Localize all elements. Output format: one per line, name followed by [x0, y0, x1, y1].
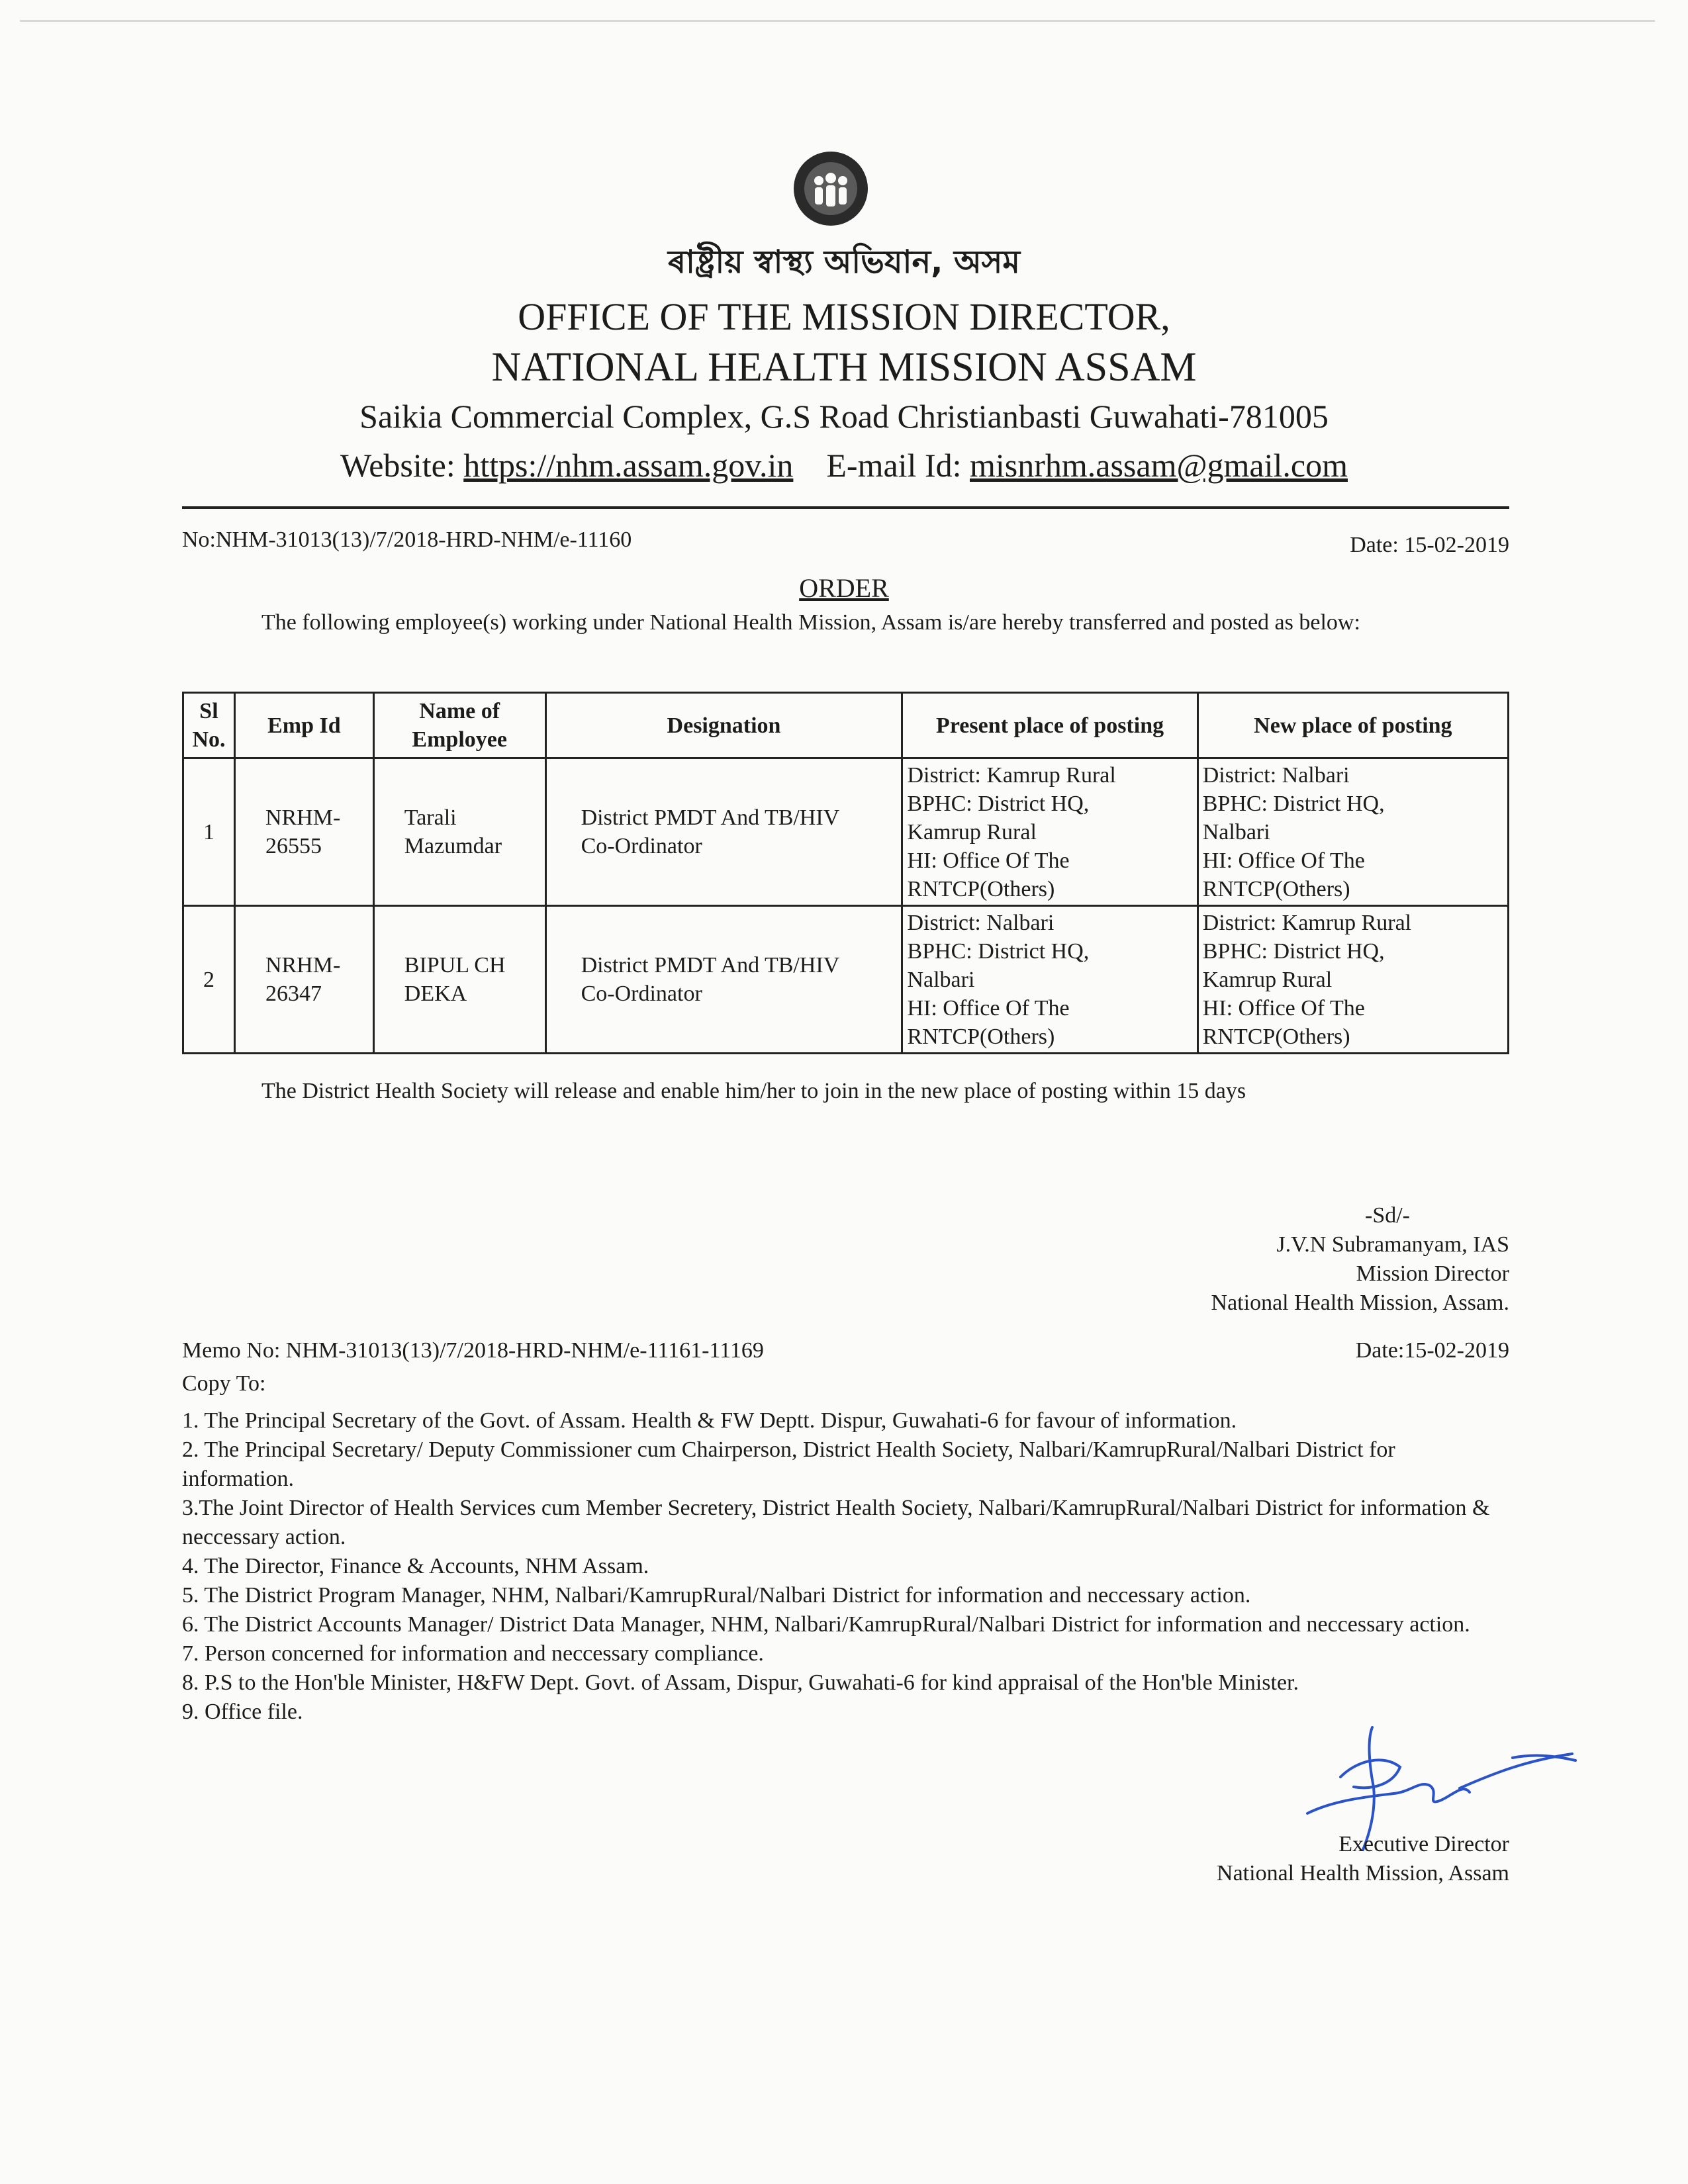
cell-emp-id: NRHM- 26555 — [234, 758, 373, 906]
transfer-table — [182, 692, 1509, 1054]
list-item: 6. The District Accounts Manager/ District Data Manager, NHM, Nalbari/KamrupRural/Nalbari District for information and neccessary action. — [182, 1612, 1470, 1637]
order-date: Date: 15-02-2019 — [1350, 533, 1509, 557]
cell-emp-id: NRHM- 26347 — [234, 906, 373, 1054]
header-org-title: NATIONAL HEALTH MISSION ASSAM — [491, 345, 1197, 390]
copy-to-label: Copy To: — [182, 1371, 266, 1396]
cell-new-posting: District: Nalbari BPHC: District HQ, Nalbari HI: Office Of The RNTCP(Others) — [1197, 758, 1508, 906]
cell-designation: District PMDT And TB/HIV Co-Ordinator — [545, 758, 902, 906]
website-label: Website: — [340, 447, 464, 484]
header-office-title: OFFICE OF THE MISSION DIRECTOR, — [518, 295, 1170, 338]
cell-new-posting: District: Kamrup Rural BPHC: District HQ, Kamrup Rural HI: Office Of The RNTCP(Others) — [1197, 906, 1508, 1054]
cell-sl: 2 — [183, 906, 235, 1054]
header-assamese-title: ৰাষ্ট্ৰীয় স্বাস্থ্য অভিযান, অসম — [668, 244, 1020, 281]
list-item: 3.The Joint Director of Health Services cum Member Secretery, District Health Society, Nalbari/KamrupRural/Nalbari District for information & neccessary action. — [182, 1496, 1490, 1549]
col-header-present-posting: Present place of posting — [902, 693, 1197, 758]
cell-present-posting: District: Kamrup Rural BPHC: District HQ, Kamrup Rural HI: Office Of The RNTCP(Others) — [902, 758, 1197, 906]
table-header-row — [183, 693, 1509, 758]
col-header-sl: Sl No. — [183, 693, 235, 758]
release-instruction: The District Health Society will release and enable him/her to join in the new place of posting within 15 days — [261, 1079, 1246, 1103]
header-contact — [0, 446, 1688, 484]
website-link[interactable]: https://nhm.assam.gov.in — [463, 447, 794, 484]
header-address: Saikia Commercial Complex, G.S Road Christianbasti Guwahati-781005 — [359, 398, 1329, 435]
copy-to-list — [182, 1406, 1509, 1727]
list-item: 5. The District Program Manager, NHM, Nalbari/KamrupRural/Nalbari District for information and neccessary action. — [182, 1583, 1251, 1608]
col-header-new-posting: New place of posting — [1197, 693, 1508, 758]
signatory-org: National Health Mission, Assam. — [1211, 1291, 1509, 1315]
signatory-title: Mission Director — [1356, 1261, 1509, 1286]
col-header-emp-id: Emp Id — [234, 693, 373, 758]
list-item: 2. The Principal Secretary/ Deputy Commissioner cum Chairperson, District Health Society, Nalbari/KamrupRural/Nalbari District for information. — [182, 1437, 1395, 1491]
memo-date: Date:15-02-2019 — [1355, 1338, 1509, 1363]
list-item: 9. Office file. — [182, 1700, 303, 1724]
memo-number: Memo No: NHM-31013(13)/7/2018-HRD-NHM/e-11161-11169 — [182, 1338, 764, 1363]
table-row — [183, 906, 1509, 1054]
order-intro: The following employee(s) working under National Health Mission, Assam is/are hereby transferred and posted as below: — [261, 610, 1360, 635]
list-item: 8. P.S to the Hon'ble Minister, H&FW Dept. Govt. of Assam, Dispur, Guwahati-6 for kind appraisal of the Hon'ble Minister. — [182, 1670, 1299, 1695]
order-title: ORDER — [799, 573, 889, 603]
table-row — [183, 758, 1509, 906]
list-item: 7. Person concerned for information and neccessary compliance. — [182, 1641, 764, 1666]
list-item: 4. The Director, Finance & Accounts, NHM Assam. — [182, 1554, 649, 1578]
cell-designation: District PMDT And TB/HIV Co-Ordinator — [545, 906, 902, 1054]
cell-sl: 1 — [183, 758, 235, 906]
cell-employee-name: Tarali Mazumdar — [373, 758, 545, 906]
signatory-block-executive-director — [1217, 1830, 1509, 1888]
signatory-block-mission-director — [1211, 1201, 1509, 1318]
signatory-title: Executive Director — [1338, 1832, 1509, 1856]
order-number: No:NHM-31013(13)/7/2018-HRD-NHM/e-11160 — [182, 527, 632, 552]
col-header-designation: Designation — [545, 693, 902, 758]
signatory-org: National Health Mission, Assam — [1217, 1861, 1509, 1886]
signed-marker: -Sd/- — [1365, 1203, 1410, 1228]
cell-present-posting: District: Nalbari BPHC: District HQ, Nalbari HI: Office Of The RNTCP(Others) — [902, 906, 1197, 1054]
nhm-logo-icon — [791, 149, 870, 228]
page-top-rule — [20, 20, 1655, 22]
email-link[interactable]: misnrhm.assam@gmail.com — [970, 447, 1348, 484]
signatory-name: J.V.N Subramanyam, IAS — [1276, 1232, 1509, 1257]
col-header-name: Name of Employee — [373, 693, 545, 758]
list-item: 1. The Principal Secretary of the Govt. of Assam. Health & FW Deptt. Dispur, Guwahati-6 for favour of information. — [182, 1408, 1237, 1433]
cell-employee-name: BIPUL CH DEKA — [373, 906, 545, 1054]
header-divider — [182, 506, 1509, 509]
email-label: E-mail Id: — [826, 447, 970, 484]
